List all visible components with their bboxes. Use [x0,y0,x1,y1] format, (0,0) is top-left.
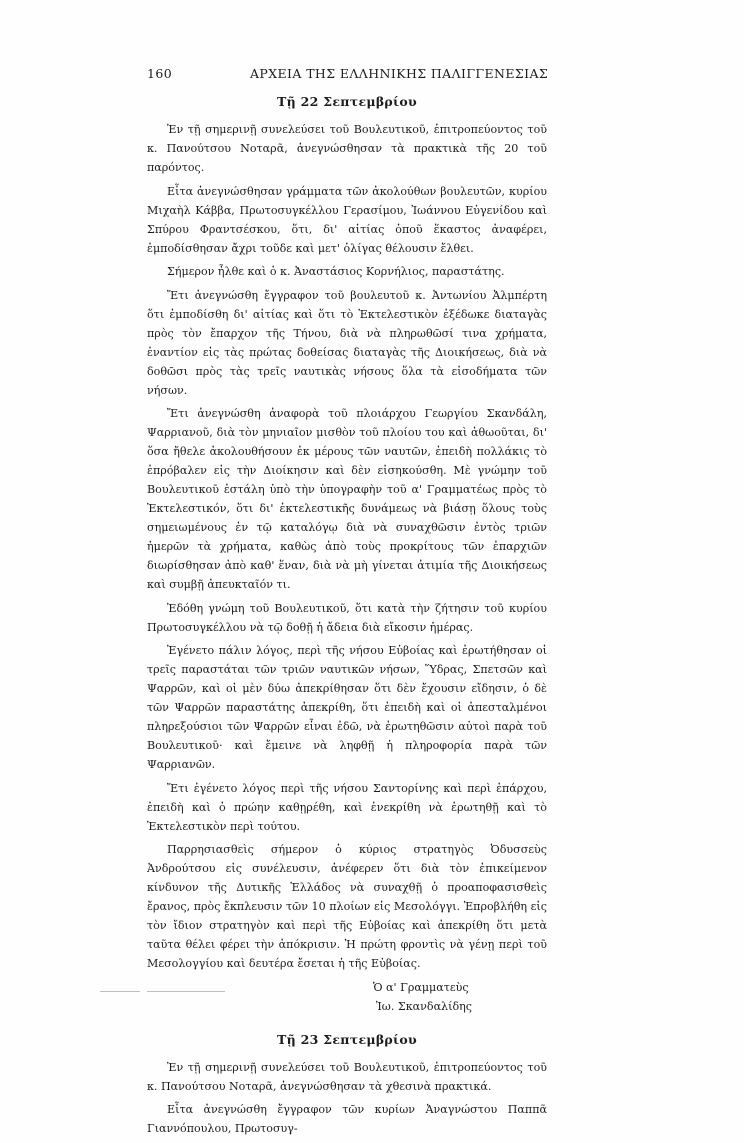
date-heading-22: Τῇ 22 Σεπτεμβρίου [276,94,417,109]
paragraph: Ἐν τῇ σημερινῇ συνελεύσει τοῦ Βουλευτικοῦ, ἐπιτροπεύοντος τοῦ κ. Πανούτσου Νοταρᾶ, ἀνεγνώσθησαν τὰ πρακτικὰ τῆς 20 τοῦ παρόντος. [147,123,547,174]
paragraph: Εἶτα ἀνεγνώσθησαν γράμματα τῶν ἀκολούθων βουλευτῶν, κυρίου Μιχαὴλ Κάββα, Πρωτοσυγκέλλου Γερασίμου, Ἰωάννου Εὐγενίδου καὶ Σπύρου Φραντσέσκου, ὅτι, δι' αἰτίας ὁποῦ ἕκαστος ἀναφέρει, ἐμποδίσθησαν ἄχρι τοῦδε καὶ μετ' ὀλίγας θέλουσιν ἔλθει. [147,184,547,255]
page-number: 160 [147,66,173,81]
footnote-rule [147,991,225,992]
paragraph: Ἔτι ἀνεγνώσθη ἔγγραφον τοῦ βουλευτοῦ κ. Ἀντωνίου Ἀλμπέρτη ὅτι ἐμποδίσθη δι' αἰτίας καὶ ὅτι τὸ Ἐκτελεστικὸν ἐξέδωκε διαταγὰς πρὸς τὸν ἔπαρχον τῆς Τήνου, διὰ νὰ πληρωθῶσί τινα χρήματα, ἐναντίον εἰς τὰς πρώτας δοθείσας διαταγὰς τῆς Διοικήσεως, διὰ νὰ δοθῶσι πρὸς τὰς τρεῖς ναυτικὰς νήσους ὅλα τὰ εἰσοδήματα τῶν νήσων. [147,288,547,397]
paragraph: Ἔτι ἐγένετο λόγος περὶ τῆς νήσου Σαντορίνης καὶ περὶ ἐπάρχου, ἐπειδὴ καὶ ὁ πρώην καθῃρέθη, καὶ ἐνεκρίθη νὰ ἐρωτηθῇ καὶ τὸ Ἐκτελεστικὸν περὶ τούτου. [147,781,547,833]
date-heading-23: Τῇ 23 Σεπτεμβρίου [276,1031,417,1047]
paragraph: Εἶτα ἀνεγνώσθη ἔγγραφον τῶν κυρίων Ἀναγνώστου Παππᾶ Γιαννόπουλου, Πρωτοσυγ- [147,1103,547,1135]
paragraph: Ἐγένετο πάλιν λόγος, περὶ τῆς νήσου Εὐβοίας καὶ ἐρωτήθησαν οἱ τρεῖς παραστάται τῶν τριῶν ναυτικῶν νήσων, Ὕδρας, Σπετσῶν καὶ Ψαρρῶν, καὶ οἱ μὲν δύω ἀπεκρίθησαν ὅτι δὲν ἔχουσιν εἴδησιν, ὁ δὲ τῶν Ψαρρῶν παραστάτης ἀπεκρίθη, ὅτι ἐπειδὴ καὶ οἱ ἀπεσταλμένοι πληρεξούσιοι τῶν Ψαρρῶν εἶναι ἐδῶ, νὰ ἐρωτηθῶσιν αὐτοὶ παρὰ τοῦ Βουλευτικοῦ· καὶ ἔμεινε νὰ ληφθῇ ἡ πληροφορία παρὰ τῶν Ψαρριανῶν. [147,644,547,771]
signature-title: Ὁ α' Γραμματεὺς [373,980,469,994]
paragraph: Ἔτι ἀνεγνώσθη ἀναφορὰ τοῦ πλοιάρχου Γεωργίου Σκανδάλη, Ψαρριανοῦ, διὰ τὸν μηνιαῖον μισθὸν τοῦ πλοίου του καὶ ἀθωοῦται, δι' ὅσα ἤθελε ἀκολουθήσουν ἐκ μέρους τῶν ναυτῶν, ἐπειδὴ πολλάκις τὸ ἐπρόβαλεν εἰς τὴν Διοίκησιν καὶ δὲν εἰσηκούσθη. Μὲ γνώμην τοῦ Βουλευτικοῦ ἐστάλη ὑπὸ τὴν ὑπογραφὴν τοῦ α' Γραμματέως πρὸς τὸ Ἐκτελεστικόν, ὅτι δι' ἐκτελεστικῆς δυνάμεως νὰ βιάσῃ ὅλους τοὺς σημειωμένους ἐν τῷ καταλόγῳ διὰ νὰ συναχθῶσιν ἐντὸς τριῶν ἡμερῶν τὰ χρήματα, καθὼς ἀπὸ τοὺς προκρίτους τῶν ἐπαρχιῶν διωρίσθησαν ἀπὸ καθ' ἕναν, διὰ νὰ μὴ γίνεται ἀτιμία τῆς Διοικήσεως καὶ συμβῇ ἀπευκταῖόν τι. [147,407,547,591]
paragraph: Ἐν τῇ σημερινῇ συνελεύσει τοῦ Βουλευτικοῦ, ἐπιτροπεύοντος τοῦ κ. Πανούτσου Νοταρᾶ, ἀνεγνώσθησαν τὰ χθεσινὰ πρακτικά. [147,1060,547,1093]
paragraph: Παρρησιασθεὶς σήμερον ὁ κύριος στρατηγὸς Ὀδυσσεὺς Ἀνδρούτσου εἰς συνέλευσιν, ἀνέφερεν ὅτι διὰ τὸν ἐπικείμενον κίνδυνον τῆς Δυτικῆς Ἑλλάδος νὰ συναχθῇ ὁ προαποφασισθεὶς ἔρανος, πρὸς ἔκπλευσιν τῶν 10 πλοίων εἰς Μεσολόγγι. Ἐπροβλήθη εἰς τὸν ἴδιον στρατηγὸν καὶ περὶ τῆς Εὐβοίας καὶ ἀπεκρίθη ὅτι μετὰ ταῦτα θέλει φέρει τὴν ἀπόκρισιν. Ἡ πρώτη φροντὶς νὰ γένῃ περὶ τοῦ Μεσολογγίου καὶ δευτέρα ἔσεται ἡ τῆς Εὐβοίας. [147,843,547,970]
paragraph: Σήμερον ἦλθε καὶ ὁ κ. Ἀναστάσιος Κορνήλιος, παραστάτης. [167,265,505,278]
signature-block [147,978,547,1016]
footnote-rule [100,991,140,992]
document-body [147,92,547,1143]
paragraph: Ἐδόθη γνώμη τοῦ Βουλευτικοῦ, ὅτι κατὰ τὴν ζήτησιν τοῦ κυρίου Πρωτοσυγκέλλου νὰ τῷ δοθῇ ἡ ἄδεια διὰ εἴκοσιν ἡμέρας. [147,601,547,634]
running-title: ΑΡΧΕΙΑ ΤΗΣ ΕΛΛΗΝΙΚΗΣ ΠΑΛΙΓΓΕΝΕΣΙΑΣ [250,66,549,81]
signature-name: Ἰω. Σκανδαλίδης [376,999,472,1013]
